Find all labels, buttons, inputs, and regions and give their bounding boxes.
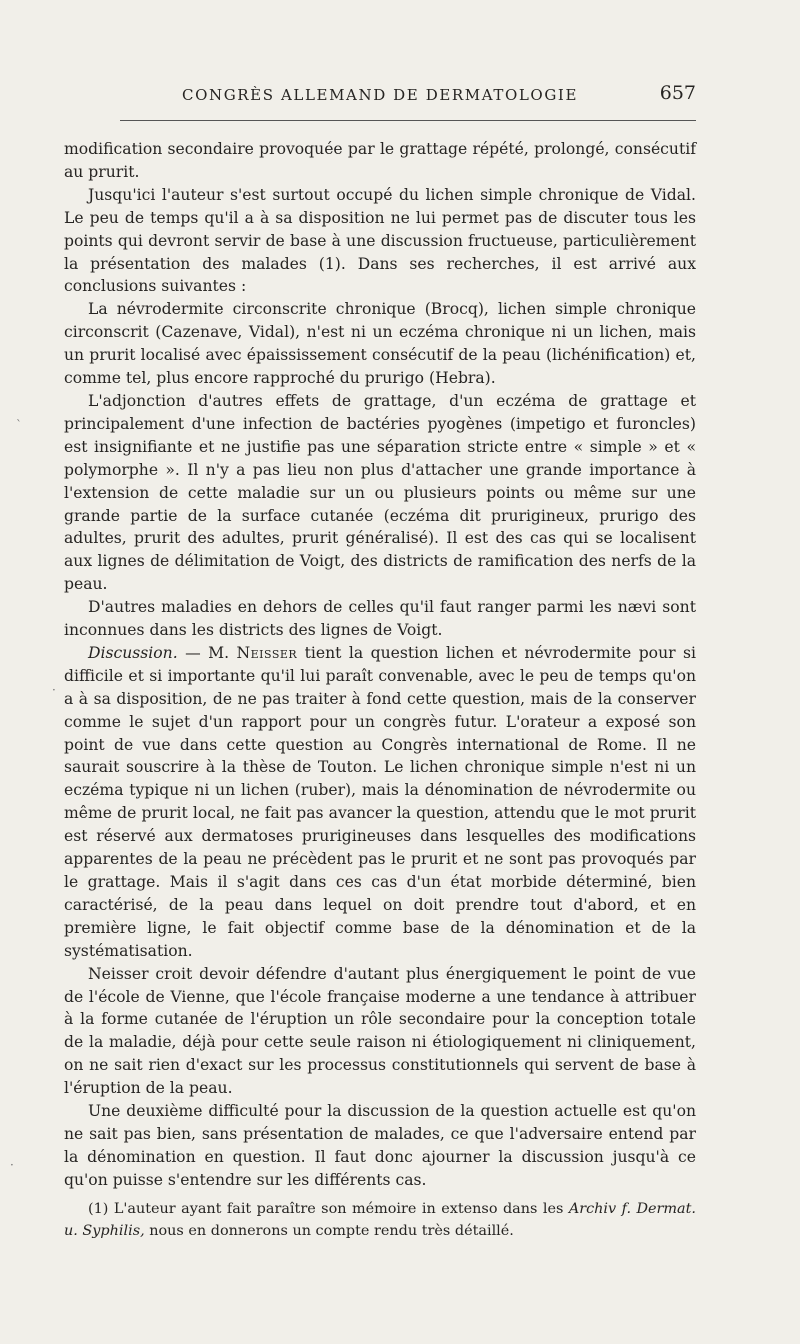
page-number: 657 — [659, 82, 696, 104]
margin-dot: · — [10, 1158, 14, 1172]
discussion-speaker: Neisser — [236, 643, 298, 662]
discussion-paragraph — [64, 642, 696, 963]
discussion-label: Discussion. — [88, 643, 178, 662]
paragraph: La névrodermite circonscrite chronique (Brocq), lichen simple chronique circonscrit (Cazenave, Vidal), n'est ni un eczéma chronique ni un lichen, mais un prurit localisé avec épaississement consécutif de la peau (lichénification) et, comme tel, plus encore rapproché du prurigo (Hebra). — [64, 300, 696, 388]
paragraph: Une deuxième difficulté pour la discussion de la question actuelle est qu'on ne sait pas bien, sans présentation de malades, ce que l'adversaire entend par la dénomination en question. Il faut donc ajourner la discussion jusqu'à ce qu'on puisse s'entendre sur les différents cas. — [64, 1102, 696, 1189]
discussion-text: tient la question lichen et névrodermite pour si difficile et si importante qu'il lui paraît convenable, avec le peu de temps qu'on a à sa disposition, de ne pas traiter à fond cette question, mais de la conserver comme le sujet d'un rapport pour un congrès futur. L'orateur a exposé son point de vue dans cette question au Congrès international de Rome. Il ne saurait souscrire à la thèse de Touton. Le lichen chronique simple n'est ni un eczéma typique ni un lichen (ruber), mais la dénomination de névrodermite ou même de prurit local, ne fait pas avancer la question, attendu que le mot prurit est réservé aux dermatoses prurigineuses dans lesquelles des modifications apparentes de la peau ne précèdent pas le prurit et ne sont pas provoqués par le grattage. Mais il s'agit dans ces cas d'un état morbide déterminé, bien caractérisé, de la peau dans lequel on doit prendre tout d'abord, et en première ligne, le fait objectif comme base de la dénomination et de la systématisation. — [64, 643, 696, 960]
body-text — [64, 138, 696, 1192]
footnote-suffix: nous en donnerons un compte rendu très détaillé. — [144, 1223, 514, 1239]
margin-dot: · — [52, 683, 56, 697]
paragraph: Jusqu'ici l'auteur s'est surtout occupé du lichen simple chronique de Vidal. Le peu de temps qu'il a à sa disposition ne lui permet pas de discuter tous les points qui devront servir de base à une discussion fructueuse, particulièrement la présentation des malades (1). Dans ses recherches, il est arrivé aux conclusions suivantes : — [64, 185, 696, 296]
header-rule — [120, 120, 696, 121]
footnote-text — [64, 1198, 696, 1242]
paragraph: L'adjonction d'autres effets de grattage, d'un eczéma de grattage et principalement d'une infection de bactéries pyogènes (impetigo et furoncles) est insignifiante et ne justifie pas une séparation stricte entre « simple » et « polymorphe ». Il n'y a pas lieu non plus d'attacher une grande importance à l'extension de cette maladie sur un ou plusieurs points ou même sur une grande partie de la surface cutanée (eczéma dit prurigineux, prurigo des adultes, prurit des adultes, prurit généralisé). Il est des cas qui se localisent aux lignes de délimitation de Voigt, des districts de ramification des nerfs de la peau. — [64, 391, 696, 594]
paragraph: modification secondaire provoquée par le grattage répété, prolongé, consécutif au prurit. — [64, 140, 696, 181]
margin-mark: ˋ — [16, 418, 22, 432]
running-title: CONGRÈS ALLEMAND DE DERMATOLOGIE — [182, 86, 578, 104]
running-head — [64, 80, 696, 110]
footnote-journal: Archiv f. Dermat. u. Syphilis, — [64, 1201, 696, 1239]
footnote-prefix: (1) L'auteur ayant fait paraître son mémoire in extenso dans les — [88, 1201, 569, 1217]
discussion-dash: — M. — [177, 643, 237, 662]
paragraph: Neisser croit devoir défendre d'autant plus énergiquement le point de vue de l'école de Vienne, que l'école française moderne a une tendance à attribuer à la forme cutanée de l'éruption un rôle secondaire pour la conception totale de la maladie, déjà pour cette seule raison ni étiologiquement ni cliniquement, on ne sait rien d'exact sur les processus constitutionnels qui servent de base à l'éruption de la peau. — [64, 964, 696, 1098]
paragraph: D'autres maladies en dehors de celles qu'il faut ranger parmi les nævi sont inconnues dans les districts des lignes de Voigt. — [64, 598, 696, 640]
footnote — [64, 1198, 696, 1242]
